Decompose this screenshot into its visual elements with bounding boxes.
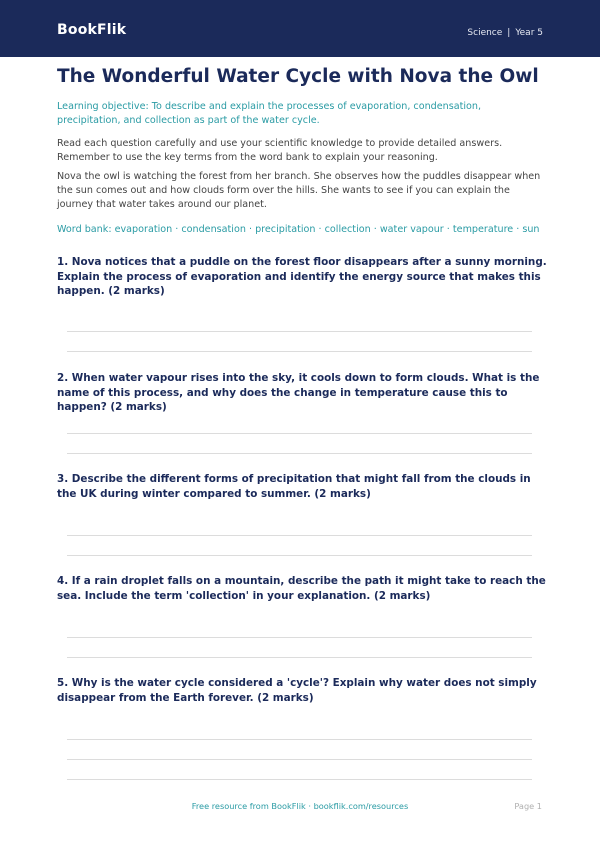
story-context: Nova the owl is watching the forest from her branch. She observes how the puddles disappear when the sun comes out and how clouds form over the hills. She wants to see if you can explain the journey that water takes around our planet. [57, 171, 541, 210]
answer-line[interactable] [67, 779, 532, 780]
learning-objective: Learning objective: To describe and explain the processes of evaporation, condensation, precipitation, and collection as part of the water cycle. [57, 101, 482, 126]
answer-line[interactable] [67, 637, 532, 638]
answer-line[interactable] [67, 331, 532, 332]
answer-line[interactable] [67, 555, 532, 556]
year-label: Year 5 [515, 28, 543, 38]
question-3: 3. Describe the different forms of precipitation that might fall from the clouds in the UK during winter compared to summer. (2 marks) [57, 473, 531, 500]
page-title: The Wonderful Water Cycle with Nova the Owl [57, 66, 539, 87]
answer-line[interactable] [67, 535, 532, 536]
answer-line[interactable] [67, 657, 532, 658]
footer-link[interactable]: Free resource from BookFlik · bookflik.com/resources [191, 801, 409, 811]
subject-year-label [467, 28, 543, 38]
answer-line[interactable] [67, 739, 532, 740]
question-5: 5. Why is the water cycle considered a 'cycle'? Explain why water does not simply disappear from the Earth forever. (2 marks) [57, 677, 537, 704]
question-2: 2. When water vapour rises into the sky, it cools down to form clouds. What is the name of this process, and why does the change in temperature cause this to happen? (2 marks) [57, 372, 540, 413]
header-bar [0, 0, 600, 57]
answer-line[interactable] [67, 759, 532, 760]
answer-line[interactable] [67, 351, 532, 352]
word-bank: Word bank: evaporation · condensation · precipitation · collection · water vapour · temperature · sun [57, 224, 540, 235]
question-1: 1. Nova notices that a puddle on the forest floor disappears after a sunny morning. Explain the process of evaporation and identify the energy source that makes this happen. (2 marks) [57, 256, 547, 297]
question-4: 4. If a rain droplet falls on a mountain, describe the path it might take to reach the sea. Include the term 'collection' in your explanation. (2 marks) [57, 575, 546, 602]
meta-separator: | [507, 28, 511, 38]
answer-line[interactable] [67, 433, 532, 434]
instructions-text: Read each question carefully and use your scientific knowledge to provide detailed answers. Remember to use the key terms from the word bank to explain your reasoning. [57, 138, 503, 163]
answer-line[interactable] [67, 453, 532, 454]
subject-label: Science [467, 28, 503, 38]
brand-logo-text[interactable]: BookFlik [57, 22, 127, 38]
page-number: Page 1 [514, 801, 542, 811]
